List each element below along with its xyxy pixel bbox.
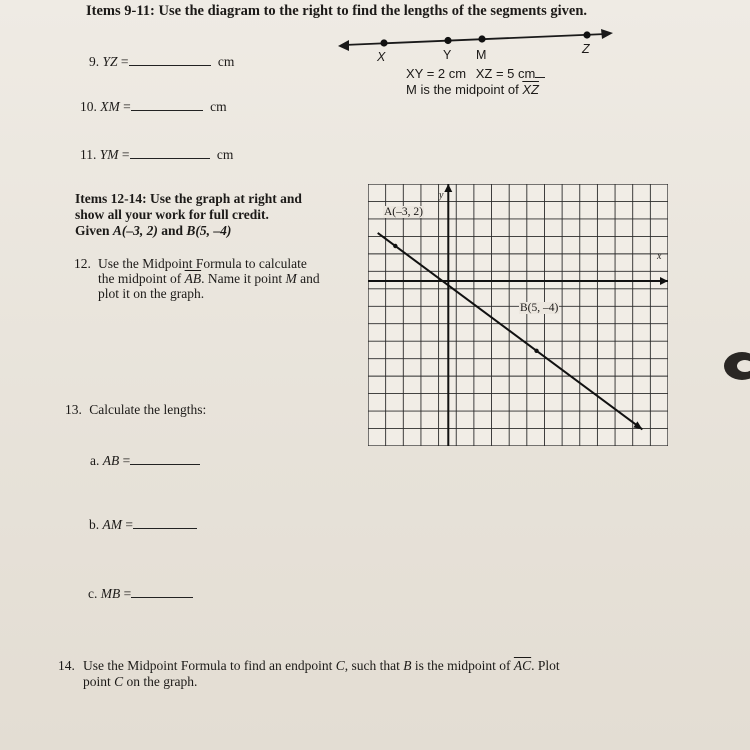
graph-svg: [368, 184, 668, 446]
right-arrowhead: [601, 29, 613, 39]
item-14-text: Use the Midpoint Formula to find an endpoint C, such that B is the midpoint of $\overline{AC}$. Plot point C on the graph.: [83, 658, 560, 689]
point-a-label: A(–3, 2): [384, 206, 423, 218]
item-10: 10. XM = cm: [80, 99, 227, 114]
binder-clip-icon: [712, 348, 750, 384]
unit: cm: [217, 54, 235, 69]
midpoint-statement: M is the midpoint of $\overline{XZ}$: [406, 82, 539, 97]
section-header-12-14: Items 12-14: Use the graph at right and show all your work for full credit. Given A(–3, 2) and B(5, –4): [75, 191, 302, 238]
answer-blank-11[interactable]: [130, 147, 210, 159]
item-9: 9. YZ = cm: [89, 54, 235, 69]
item-number: 11.: [80, 147, 97, 162]
item-number: 10.: [80, 99, 97, 114]
answer-blank-13a[interactable]: [130, 453, 200, 465]
section-title-9-11: Items 9-11: Use the diagram to the right to find the lengths of the segments given.: [86, 3, 588, 19]
label-m: M: [476, 48, 487, 62]
coordinate-graph[interactable]: [368, 184, 668, 446]
unit: cm: [216, 147, 234, 162]
segment-var: YM: [99, 147, 119, 162]
given-xz: XZ = 5 cm: [475, 66, 536, 81]
item-13b: b. AM =: [89, 517, 197, 533]
item-number: 9.: [89, 54, 100, 69]
point-m-dot: [478, 35, 485, 42]
answer-blank-13c[interactable]: [131, 586, 193, 598]
answer-blank-13b[interactable]: [133, 517, 197, 529]
point-z-dot: [583, 31, 590, 38]
left-arrowhead: [338, 40, 349, 51]
item-12-text: Use the Midpoint Formula to calculate the midpoint of $\overline{AB}$. Name it point M and plot it on the graph.: [98, 256, 320, 301]
point-a-dot: [393, 244, 397, 248]
item-11: 11. YM = cm: [80, 147, 234, 162]
segment-var: XM: [100, 99, 120, 114]
item-13c: c. MB =: [88, 586, 193, 602]
point-b-label: B(5, –4): [520, 302, 559, 314]
point-b-dot: [534, 349, 538, 353]
x-axis-label: x: [657, 251, 662, 262]
segment-var: YZ: [102, 54, 118, 69]
item-12-number: 12.: [74, 256, 91, 271]
item-14-number: 14.: [58, 658, 75, 673]
point-y-dot: [444, 37, 451, 44]
item-13a: a. AB =: [90, 453, 200, 469]
item-13: 13. Calculate the lengths:: [65, 402, 207, 417]
unit: cm: [210, 99, 227, 114]
segment-ab: $\overline{AB}$: [184, 271, 202, 286]
segment-ac: $\overline{AC}$: [513, 658, 532, 673]
graph-background: [368, 184, 668, 446]
answer-blank-10[interactable]: [131, 99, 203, 111]
given-lengths: [406, 66, 545, 81]
given-point-a: A(–3, 2): [112, 223, 158, 238]
label-x: X: [377, 50, 386, 64]
point-x-dot: [380, 39, 387, 46]
label-y: Y: [443, 48, 452, 62]
item-number: 13.: [65, 402, 82, 417]
given-point-b: B(5, –4): [186, 223, 232, 238]
segment-xz: $\overline{XZ}$: [522, 82, 539, 97]
given-xy: XY = 2 cm: [406, 66, 467, 81]
answer-blank-9[interactable]: [129, 54, 211, 66]
label-z: Z: [582, 42, 590, 56]
y-axis-label: y: [439, 190, 444, 201]
